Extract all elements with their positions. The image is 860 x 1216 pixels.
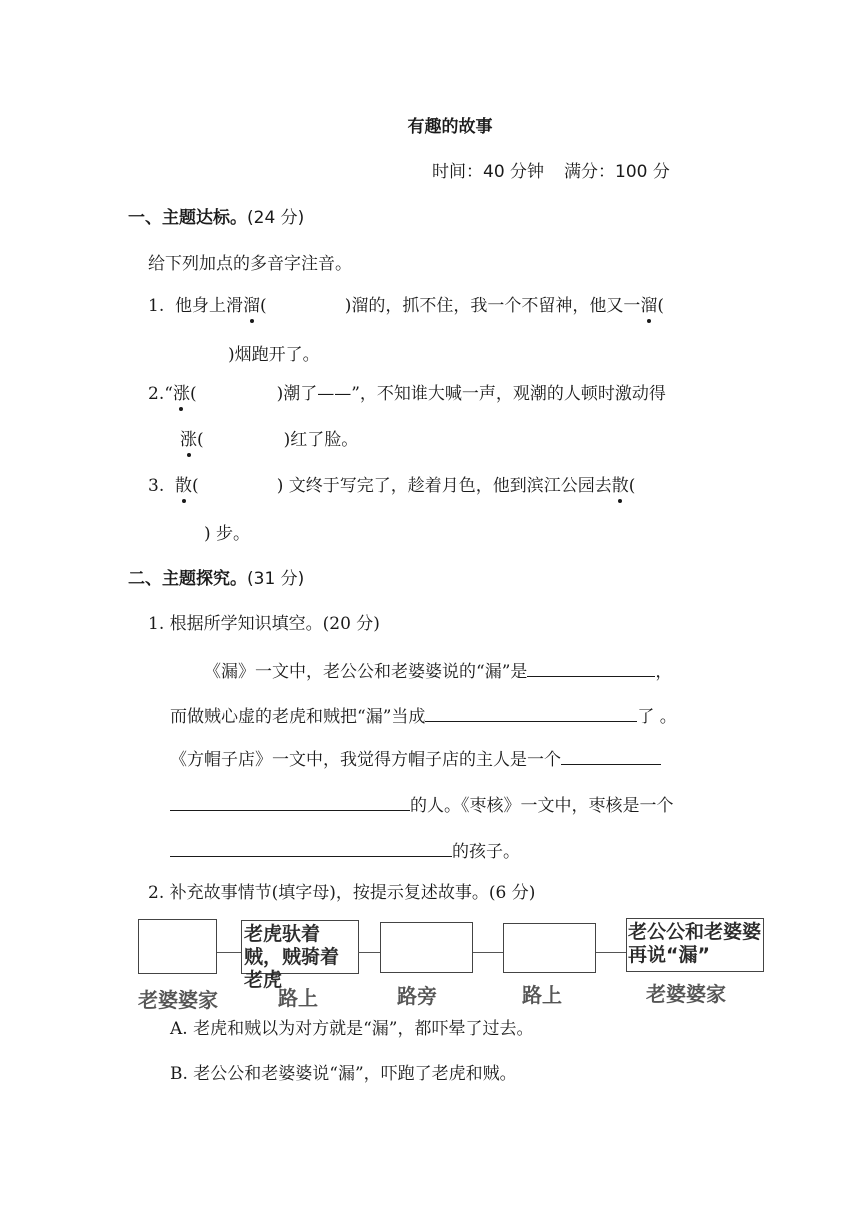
exam-meta — [432, 160, 670, 184]
section1-heading — [128, 206, 304, 230]
full-score: 满分：100 分 — [564, 162, 670, 182]
section2-title: 二、主题探究。 — [128, 569, 247, 589]
question-text: 《漏》一文中，老公公和老婆婆说的“漏”是 — [204, 662, 528, 682]
answer-line[interactable] — [170, 792, 410, 811]
connector-line — [473, 952, 503, 953]
plot-box-empty-4[interactable] — [503, 923, 596, 973]
fill-line-1 — [204, 658, 672, 684]
question-number: 2. — [148, 384, 165, 404]
question-text: )溜的，抓不住，我一个不留神，他又一 — [344, 296, 641, 316]
question-text: )红了脸。 — [283, 430, 359, 450]
dotted-char: 溜 — [243, 296, 261, 316]
question-text: ， — [655, 662, 673, 682]
question-text: 他身上滑 — [175, 296, 244, 316]
question-text: 而做贼心虚的老虎和贼把“漏”当成 — [170, 707, 426, 727]
plot-box-empty-1[interactable] — [138, 919, 217, 974]
question-text: 的孩子。 — [452, 842, 520, 862]
fill-line-4 — [170, 792, 674, 818]
section1-title: 一、主题达标。 — [128, 208, 247, 228]
question-number: 1. — [148, 296, 165, 316]
question-text: )潮了——”，不知谁大喊一声，观潮的人顿时激动得 — [276, 384, 666, 404]
paren-open: ( — [260, 296, 267, 316]
dotted-char: 溜 — [640, 296, 658, 316]
question-text: 的人。《枣核》一文中，枣核是一个 — [410, 796, 674, 816]
question-1-2-cont — [180, 428, 358, 452]
question-1-3 — [148, 474, 635, 498]
section2-score: (31 分) — [247, 569, 305, 589]
question-2-1-label: 1. 根据所学知识填空。(20 分) — [148, 614, 380, 634]
paren-open: ( — [197, 430, 204, 450]
fill-line-3 — [170, 746, 661, 772]
plot-box-5-text: 老公公和老婆婆再说“漏” — [628, 921, 762, 966]
option-b: B. 老公公和老婆婆说“漏”，吓跑了老虎和贼。 — [170, 1064, 517, 1084]
question-1-3-cont: ) 步。 — [204, 524, 251, 544]
question-2-2-label: 2. 补充故事情节(填字母)，按提示复述故事。(6 分) — [148, 883, 536, 903]
location-label-5: 老婆婆家 — [646, 982, 726, 1006]
location-label-2: 路上 — [278, 986, 318, 1010]
page-title: 有趣的故事 — [407, 117, 493, 137]
fill-line-2 — [170, 703, 677, 729]
connector-line — [596, 952, 626, 953]
answer-line[interactable] — [425, 703, 637, 722]
dotted-char: 散 — [611, 476, 629, 496]
answer-line[interactable] — [170, 838, 452, 857]
connector-line — [217, 952, 241, 953]
section1-score: (24 分) — [247, 208, 305, 228]
paren-open: ( — [189, 384, 197, 404]
paren-open: ( — [657, 296, 664, 316]
section1-instruction: 给下列加点的多音字注音。 — [148, 254, 352, 274]
question-text: “ — [164, 384, 173, 404]
plot-box-empty-3[interactable] — [380, 922, 473, 973]
paren-open: ( — [628, 476, 636, 496]
section2-heading — [128, 567, 304, 591]
dotted-char: 涨 — [172, 384, 190, 404]
question-1-1 — [148, 294, 664, 318]
paren-open: ( — [192, 476, 199, 496]
option-a: A. 老虎和贼以为对方就是“漏”，都吓晕了过去。 — [170, 1019, 534, 1039]
question-number: 3. — [148, 476, 165, 496]
dotted-char: 散 — [175, 476, 193, 496]
question-1-2 — [148, 382, 666, 406]
question-text: 《方帽子店》一文中，我觉得方帽子店的主人是一个 — [170, 750, 561, 770]
fill-line-5 — [170, 838, 520, 864]
connector-line — [358, 952, 380, 953]
answer-line[interactable] — [561, 746, 661, 765]
plot-box-2-text: 老虎驮着贼，贼骑着老虎 — [244, 923, 340, 991]
question-text: 了 。 — [637, 707, 677, 727]
answer-line[interactable] — [527, 658, 655, 677]
dotted-char: 涨 — [180, 430, 197, 450]
location-label-1: 老婆婆家 — [138, 988, 218, 1012]
location-label-4: 路上 — [522, 983, 562, 1007]
location-label-3: 路旁 — [397, 984, 437, 1008]
question-1-1-cont: )烟跑开了。 — [228, 345, 320, 365]
question-text: ) 文终于写完了，趁着月色，他到滨江公园去 — [276, 476, 612, 496]
time-limit: 时间：40 分钟 — [432, 162, 545, 182]
